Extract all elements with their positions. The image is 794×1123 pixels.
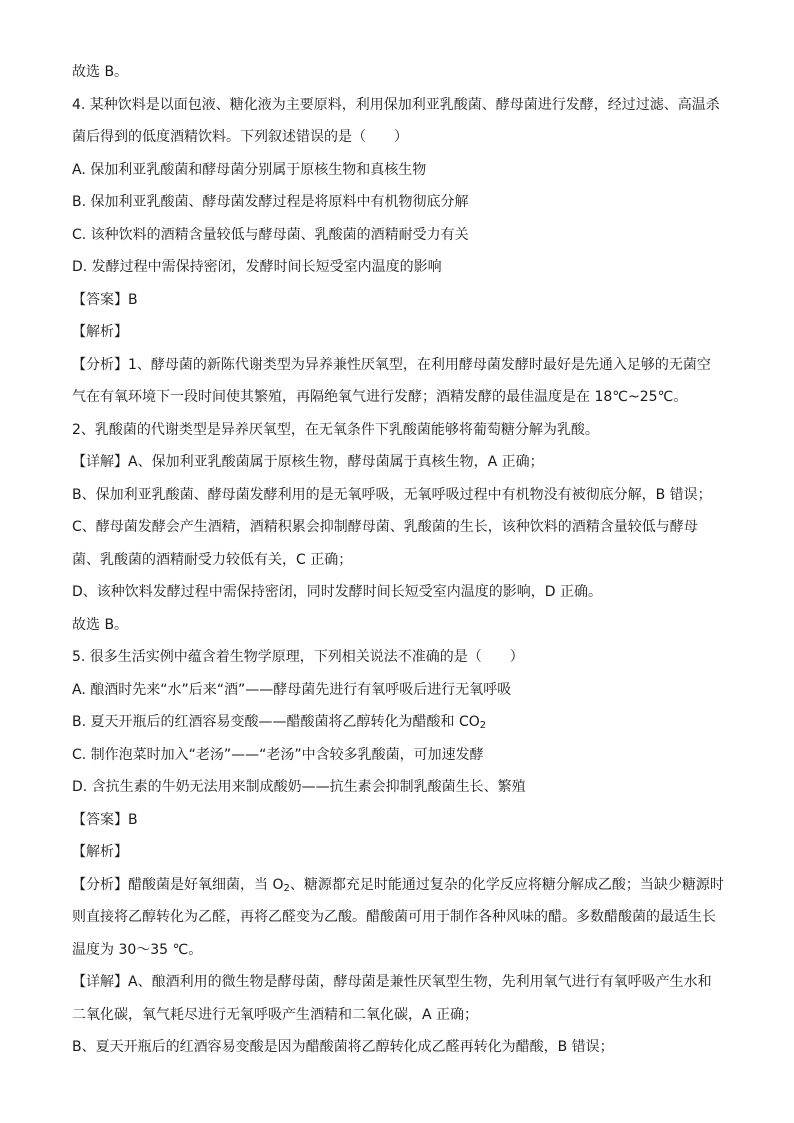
detail-text: D、该种饮料发酵过程中需保持密闭，同时发酵时间长短受室内温度的影响，D 正确。 [72, 584, 603, 600]
option-b: B. 保加利亚乳酸菌、酵母菌发酵过程是将原料中有机物彻底分解 [72, 194, 469, 210]
option-c: C. 该种饮料的酒精含量较低与酵母菌、乳酸菌的酒精耐受力有关 [72, 226, 469, 243]
analysis-text [72, 875, 724, 895]
option-d: D. 含抗生素的牛奶无法用来制成酸奶——抗生素会抑制乳酸菌生长、繁殖 [72, 779, 526, 795]
question-5-stem: 5. 很多生活实例中蕴含着生物学原理，下列相关说法不准确的是（ ） [72, 649, 524, 665]
detail-text: 菌、乳酸菌的酒精耐受力较低有关，C 正确； [72, 551, 353, 568]
option-b [72, 712, 724, 732]
detail-text: 【详解】A、保加利亚乳酸菌属于原核生物，酵母菌属于真核生物，A 正确； [72, 454, 544, 470]
option-d: D. 发酵过程中需保持密闭，发酵时间长短受室内温度的影响 [72, 259, 442, 275]
text-line: 故选 B。 [72, 64, 129, 80]
detail-text: C、酵母菌发酵会产生酒精，酒精积累会抑制酵母菌、乳酸菌的生长，该种饮料的酒精含量较低与酵母 [72, 519, 698, 535]
analysis-text-rest: 、糖源都充足时能通过复杂的化学反应将糖分解成乙酸；当缺少糖源时 [289, 876, 724, 893]
analysis-label: 【解析】 [72, 844, 128, 860]
detail-text: 【详解】A、酿酒利用的微生物是酵母菌，酵母菌是兼性厌氧型生物，先利用氧气进行有氧呼吸产生水和 [72, 974, 712, 990]
analysis-text: 气在有氧环境下一段时间使其繁殖，再隔绝氧气进行发酵；酒精发酵的最佳温度是在 18℃~25℃。 [72, 389, 688, 405]
question-4-stem: 4. 某种饮料是以面包液、糖化液为主要原料，利用保加利亚乳酸菌、酵母菌进行发酵，经过过滤、高温杀 [72, 96, 720, 113]
analysis-label: 【解析】 [72, 324, 128, 340]
analysis-text: 则直接将乙醇转化为乙醛，再将乙醛变为乙酸。醋酸菌可用于制作各种风味的醋。多数醋酸菌的最适生长 [72, 909, 716, 925]
analysis-text: 【分析】1、酵母菌的新陈代谢类型为异养兼性厌氧型，在利用酵母菌发酵时最好是先通入足够的无菌空 [72, 356, 711, 373]
option-a: A. 保加利亚乳酸菌和酵母菌分别属于原核生物和真核生物 [72, 161, 427, 178]
subscript: 2 [479, 720, 487, 731]
question-4-stem-cont: 菌后得到的低度酒精饮料。下列叙述错误的是（ ） [72, 129, 408, 145]
detail-text: B、保加利亚乳酸菌、酵母菌发酵利用的是无氧呼吸，无氧呼吸过程中有机物没有被彻底分解，B 错误； [72, 486, 712, 503]
answer-label: 【答案】B [72, 811, 138, 828]
subscript: 2 [283, 882, 290, 894]
detail-text: 二氧化碳，氧气耗尽进行无氧呼吸产生酒精和二氧化碳，A 正确； [72, 1006, 479, 1023]
document-page [72, 62, 724, 1070]
analysis-text: 温度为 30～35 ℃。 [72, 941, 203, 958]
analysis-text: 2、乳酸菌的代谢类型是异养厌氧型，在无氧条件下乳酸菌能够将葡萄糖分解为乳酸。 [72, 421, 599, 438]
option-c: C. 制作泡菜时加入“老汤”——“老汤”中含较多乳酸菌，可加速发酵 [72, 746, 484, 763]
option-a: A. 酿酒时先来“水”后来“酒”——酵母菌先进行有氧呼吸后进行无氧呼吸 [72, 681, 512, 698]
text-line: 故选 B。 [72, 616, 129, 633]
option-b-text: B. 夏天开瓶后的红酒容易变酸——醋酸菌将乙醇转化为醋酸和 CO [72, 714, 480, 730]
detail-text: B、夏天开瓶后的红酒容易变酸是因为醋酸菌将乙醇转化成乙醛再转化为醋酸，B 错误； [72, 1039, 614, 1055]
analysis-text-start: 【分析】醋酸菌是好氧细菌，当 O [72, 876, 284, 893]
answer-label: 【答案】B [72, 291, 138, 308]
